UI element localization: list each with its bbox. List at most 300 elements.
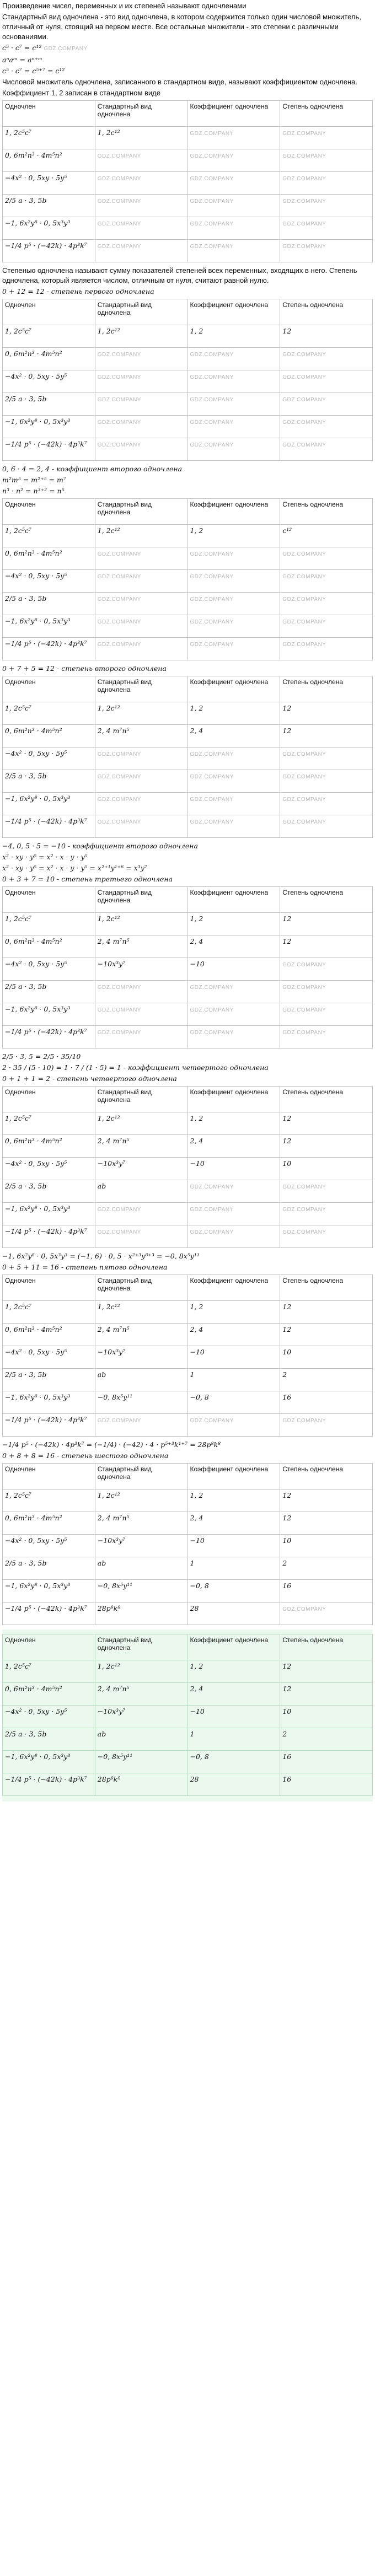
column-header: Одночлен xyxy=(3,1634,95,1660)
step-degree-4: 0 + 1 + 1 = 2 - степень четвертого одночлена xyxy=(2,1074,177,1083)
degree-cell-value: 12 xyxy=(282,727,292,735)
standard-form-cell xyxy=(95,1135,188,1158)
watermark-text: GDZ.COMPANY xyxy=(190,642,234,648)
watermark-text: GDZ.COMPANY xyxy=(190,751,234,757)
monomial-cell-value: 1, 2c⁵c⁷ xyxy=(5,1491,31,1499)
watermark-text: GDZ.COMPANY xyxy=(282,244,326,250)
coefficient-cell-value: −0, 8 xyxy=(190,1393,209,1401)
degree-cell-value: 12 xyxy=(282,1491,292,1499)
watermark-text: GDZ.COMPANY xyxy=(282,596,326,603)
watermark-text: GDZ.COMPANY xyxy=(190,153,234,159)
degree-cell xyxy=(280,702,373,725)
table-row xyxy=(3,1203,373,1225)
coefficient-cell xyxy=(188,172,280,195)
degree-cell xyxy=(280,747,373,770)
degree-cell xyxy=(280,1773,373,1796)
coefficient-cell-value: 1, 2 xyxy=(190,1662,203,1670)
degree-cell xyxy=(280,1158,373,1180)
coefficient-cell xyxy=(188,958,280,981)
standard-form-cell xyxy=(95,638,188,660)
table-row xyxy=(3,1112,373,1135)
table-row xyxy=(3,1346,373,1369)
table-row xyxy=(3,149,373,172)
table-row xyxy=(3,1489,373,1512)
table-row xyxy=(3,525,373,547)
monomial-cell xyxy=(3,172,95,195)
watermark-text: GDZ.COMPANY xyxy=(97,244,141,250)
watermark-text: GDZ.COMPANY xyxy=(282,1207,326,1213)
coefficient-cell xyxy=(188,593,280,615)
coefficient-cell-value: 1, 2 xyxy=(190,704,203,712)
coefficient-cell xyxy=(188,217,280,240)
degree-cell-value: 10 xyxy=(282,1707,292,1715)
standard-form-cell-value: ab xyxy=(97,1559,106,1567)
table-row xyxy=(3,1728,373,1751)
monomial-cell xyxy=(3,913,95,935)
degree-cell-value: 10 xyxy=(282,1348,292,1356)
watermark-text: GDZ.COMPANY xyxy=(190,397,234,403)
standard-form-cell xyxy=(95,1535,188,1557)
coefficient-cell-value: −0, 8 xyxy=(190,1582,209,1590)
watermark-text: GDZ.COMPANY xyxy=(282,985,326,991)
monomial-table xyxy=(2,100,373,262)
degree-cell xyxy=(280,1180,373,1203)
standard-form-cell xyxy=(95,1414,188,1437)
monomial-cell-value: −4x² · 0, 5xy · 5y⁵ xyxy=(5,572,67,580)
table-row xyxy=(3,127,373,149)
standard-form-cell xyxy=(95,547,188,570)
watermark-text: GDZ.COMPANY xyxy=(282,352,326,358)
table-row xyxy=(3,240,373,262)
table-row xyxy=(3,1535,373,1557)
monomial-cell-value: 1, 2c⁵c⁷ xyxy=(5,915,31,923)
coefficient-cell xyxy=(188,393,280,416)
degree-cell xyxy=(280,370,373,393)
column-header: Степень одночлена xyxy=(280,676,373,702)
watermark-text: GDZ.COMPANY xyxy=(97,153,141,159)
column-header: Коэффициент одночлена xyxy=(188,101,280,127)
watermark-text: GDZ.COMPANY xyxy=(97,797,141,803)
degree-cell xyxy=(280,1580,373,1602)
column-header: Стандартный вид одночлена xyxy=(95,499,188,525)
monomial-table xyxy=(2,299,373,461)
monomial-cell xyxy=(3,793,95,815)
column-header: Одночлен xyxy=(3,887,95,913)
degree-cell xyxy=(280,793,373,815)
watermark-text: GDZ.COMPANY xyxy=(97,551,141,557)
monomial-cell-value: −1, 6x²y⁸ · 0, 5x³y³ xyxy=(5,794,71,803)
column-header: Одночлен xyxy=(3,1275,95,1301)
table-row xyxy=(3,1751,373,1773)
degree-cell xyxy=(280,1112,373,1135)
standard-form-cell xyxy=(95,1112,188,1135)
watermark-text: GDZ.COMPANY xyxy=(97,619,141,625)
coefficient-cell xyxy=(188,547,280,570)
column-header: Коэффициент одночлена xyxy=(188,1634,280,1660)
degree-cell xyxy=(280,217,373,240)
monomial-cell-value: −4x² · 0, 5xy · 5y⁵ xyxy=(5,1707,67,1715)
monomial-cell xyxy=(3,1728,95,1751)
monomial-cell-value: 2/5 a · 3, 5b xyxy=(5,1559,47,1567)
standard-form-cell-value: ab xyxy=(97,1370,106,1379)
table-row xyxy=(3,1773,373,1796)
step-coef-6: −1/4 p⁵ · (−42k) · 4p³k⁷ = (−1/4) · (−42) · 4 · p⁵⁺³k¹⁺⁷ = 28p⁸k⁸ xyxy=(2,1440,221,1449)
degree-cell-value: 12 xyxy=(282,937,292,945)
table-slot-7 xyxy=(2,1463,373,1625)
coefficient-cell-value: 1 xyxy=(190,1370,195,1379)
standard-form-cell xyxy=(95,1557,188,1580)
standard-form-cell xyxy=(95,1580,188,1602)
monomial-cell-value: −4x² · 0, 5xy · 5y⁵ xyxy=(5,1536,67,1545)
monomial-cell xyxy=(3,149,95,172)
watermark-text: GDZ.COMPANY xyxy=(97,198,141,205)
table-row xyxy=(3,1602,373,1625)
coefficient-cell xyxy=(188,1391,280,1414)
standard-form-cell xyxy=(95,438,188,461)
table-row xyxy=(3,1180,373,1203)
degree-cell xyxy=(280,770,373,793)
degree-cell xyxy=(280,725,373,747)
standard-form-cell xyxy=(95,1660,188,1683)
column-header: Степень одночлена xyxy=(280,1464,373,1489)
watermark-text: GDZ.COMPANY xyxy=(190,374,234,380)
table-header-row xyxy=(3,499,373,525)
step-degree-6: 0 + 8 + 8 = 16 - степень шестого одночлена xyxy=(2,1451,169,1460)
standard-form-cell xyxy=(95,393,188,416)
degree-cell xyxy=(280,1683,373,1706)
degree-cell xyxy=(280,1660,373,1683)
watermark-text: GDZ.COMPANY xyxy=(97,819,141,825)
degree-cell-value: 12 xyxy=(282,704,292,712)
monomial-cell-value: 1, 2c⁵c⁷ xyxy=(5,1303,31,1311)
coefficient-cell xyxy=(188,1512,280,1535)
monomial-cell-value: 1, 2c⁵c⁷ xyxy=(5,327,31,335)
standard-form-cell xyxy=(95,1225,188,1248)
watermark-text: GDZ.COMPANY xyxy=(282,1184,326,1190)
watermark-text: GDZ.COMPANY xyxy=(282,221,326,227)
watermark-text: GDZ.COMPANY xyxy=(97,985,141,991)
monomial-table xyxy=(2,886,373,1048)
monomial-cell-value: 0, 6m²n³ · 4m⁵n² xyxy=(5,349,62,358)
monomial-cell-value: 0, 6m²n³ · 4m⁵n² xyxy=(5,1137,62,1145)
monomial-cell xyxy=(3,217,95,240)
monomial-cell-value: −1/4 p⁵ · (−42k) · 4p³k⁷ xyxy=(5,1604,87,1612)
monomial-cell xyxy=(3,725,95,747)
degree-cell-value: 2 xyxy=(282,1559,287,1567)
coefficient-cell xyxy=(188,1346,280,1369)
degree-cell xyxy=(280,615,373,638)
monomial-cell xyxy=(3,1158,95,1180)
watermark-text: GDZ.COMPANY xyxy=(282,1606,326,1612)
degree-cell xyxy=(280,149,373,172)
monomial-cell-value: 2/5 a · 3, 5b xyxy=(5,1182,47,1190)
degree-cell xyxy=(280,1026,373,1048)
monomial-cell-value: 2/5 a · 3, 5b xyxy=(5,1730,47,1738)
column-header: Стандартный вид одночлена xyxy=(95,676,188,702)
intro-definition: Произведение чисел, переменных и их степеней называют одночленами xyxy=(2,2,247,10)
monomial-cell xyxy=(3,615,95,638)
monomial-cell xyxy=(3,570,95,593)
monomial-cell xyxy=(3,1751,95,1773)
table-row xyxy=(3,981,373,1003)
watermark-text: GDZ.COMPANY xyxy=(282,397,326,403)
watermark-text: GDZ.COMPANY xyxy=(97,774,141,780)
standard-form-cell xyxy=(95,593,188,615)
watermark-text: GDZ.COMPANY xyxy=(190,352,234,358)
degree-cell-value: 12 xyxy=(282,1514,292,1522)
degree-cell xyxy=(280,935,373,958)
standard-form-cell xyxy=(95,172,188,195)
degree-cell-value: c¹² xyxy=(282,526,292,535)
standard-form-cell-value: ab xyxy=(97,1730,106,1738)
standard-form-cell-value: 1, 2c¹² xyxy=(97,327,120,335)
monomial-cell-value: −1, 6x²y⁸ · 0, 5x³y³ xyxy=(5,1393,71,1401)
coefficient-cell xyxy=(188,981,280,1003)
coefficient-cell xyxy=(188,1180,280,1203)
step-degree-5: 0 + 5 + 11 = 16 - степень пятого одночлена xyxy=(2,1263,168,1271)
monomial-cell-value: −1/4 p⁵ · (−42k) · 4p³k⁷ xyxy=(5,1028,87,1036)
monomial-cell-value: −4x² · 0, 5xy · 5y⁵ xyxy=(5,1159,67,1168)
monomial-cell-value: 2/5 a · 3, 5b xyxy=(5,395,47,403)
watermark-text: GDZ.COMPANY xyxy=(97,1007,141,1013)
degree-cell xyxy=(280,958,373,981)
table-row xyxy=(3,370,373,393)
coefficient-cell xyxy=(188,913,280,935)
monomial-cell xyxy=(3,1512,95,1535)
standard-form-cell-value: 1, 2c¹² xyxy=(97,704,120,712)
monomial-table xyxy=(2,1463,373,1625)
standard-form-cell xyxy=(95,240,188,262)
watermark-text: GDZ.COMPANY xyxy=(97,176,141,182)
monomial-cell xyxy=(3,1489,95,1512)
monomial-cell xyxy=(3,1026,95,1048)
standard-form-cell-value: 28p⁸k⁸ xyxy=(97,1775,121,1783)
coefficient-cell xyxy=(188,1683,280,1706)
coefficient-cell xyxy=(188,1489,280,1512)
watermark-text: GDZ.COMPANY xyxy=(190,1184,234,1190)
coefficient-cell-value: 2, 4 xyxy=(190,1137,203,1145)
coefficient-cell-value: 28 xyxy=(190,1775,199,1783)
column-header: Одночлен xyxy=(3,299,95,325)
column-header: Стандартный вид одночлена xyxy=(95,101,188,127)
watermark-text: GDZ.COMPANY xyxy=(190,1207,234,1213)
column-header: Коэффициент одночлена xyxy=(188,676,280,702)
coefficient-cell xyxy=(188,1580,280,1602)
watermark-text: GDZ.COMPANY xyxy=(97,374,141,380)
coefficient-cell xyxy=(188,1225,280,1248)
standard-form-cell xyxy=(95,1773,188,1796)
monomial-cell xyxy=(3,195,95,217)
step-coef-4b: 2 · 35 / (5 · 10) = 1 · 7 / (1 · 5) = 1 - коэффициент четвертого одночлена xyxy=(2,1063,269,1072)
monomial-cell-value: 0, 6m²n³ · 4m⁵n² xyxy=(5,937,62,945)
standard-form-cell xyxy=(95,1489,188,1512)
standard-form-cell xyxy=(95,1003,188,1026)
standard-form-cell xyxy=(95,1728,188,1751)
table-slot-4 xyxy=(2,886,373,1048)
monomial-table xyxy=(2,1634,373,1796)
intro-standard-form: Стандартный вид одночлена - это вид одночлена, в котором содержится только один числовой множитель, отличный от нуля, стоящий на первом месте. Все остальные множители - это степени с различными основаниями. xyxy=(2,13,361,41)
column-header: Коэффициент одночлена xyxy=(188,299,280,325)
coefficient-cell xyxy=(188,1660,280,1683)
standard-form-cell-value: 2, 4 m⁷n⁵ xyxy=(97,727,130,735)
monomial-cell xyxy=(3,1706,95,1728)
monomial-cell-value: 0, 6m²n³ · 4m⁵n² xyxy=(5,1514,62,1522)
watermark-text: GDZ.COMPANY xyxy=(190,244,234,250)
column-header: Стандартный вид одночлена xyxy=(95,1464,188,1489)
coefficient-cell-value: −10 xyxy=(190,1159,205,1168)
step-calc-3b: x² · xy · y⁵ = x² · x · y · y⁵ = x²⁺¹y¹⁺⁶ = x³y⁷ xyxy=(2,864,147,872)
monomial-cell xyxy=(3,593,95,615)
monomial-cell xyxy=(3,1180,95,1203)
table-row xyxy=(3,1683,373,1706)
column-header: Степень одночлена xyxy=(280,499,373,525)
coefficient-cell xyxy=(188,725,280,747)
watermark-text: GDZ.COMPANY xyxy=(190,1007,234,1013)
column-header: Степень одночлена xyxy=(280,1275,373,1301)
degree-cell xyxy=(280,1535,373,1557)
table-header-row xyxy=(3,1464,373,1489)
watermark-text: GDZ.COMPANY xyxy=(97,1418,141,1424)
watermark-text: GDZ.COMPANY xyxy=(190,574,234,580)
table-slot-3 xyxy=(2,676,373,838)
watermark-text: GDZ.COMPANY xyxy=(190,596,234,603)
standard-form-cell xyxy=(95,370,188,393)
table-header-row xyxy=(3,887,373,913)
standard-form-cell-value: 1, 2c¹² xyxy=(97,1114,120,1122)
coefficient-cell-value: 1, 2 xyxy=(190,915,203,923)
coefficient-cell-value: 1, 2 xyxy=(190,327,203,335)
monomial-cell xyxy=(3,325,95,348)
final-answer-block xyxy=(2,1630,373,1801)
standard-form-cell-value: 1, 2c¹² xyxy=(97,128,120,137)
table-row xyxy=(3,416,373,438)
coefficient-cell xyxy=(188,1602,280,1625)
column-header: Степень одночлена xyxy=(280,101,373,127)
coefficient-cell xyxy=(188,438,280,461)
watermark-text: GDZ.COMPANY xyxy=(97,352,141,358)
table-row xyxy=(3,217,373,240)
monomial-cell xyxy=(3,416,95,438)
table-slot-0 xyxy=(2,100,373,262)
standard-form-cell-value: 1, 2c¹² xyxy=(97,1491,120,1499)
standard-form-cell-value: 2, 4 m⁷n⁵ xyxy=(97,1685,130,1693)
monomial-cell xyxy=(3,1557,95,1580)
watermark-text: GDZ.COMPANY xyxy=(190,131,234,137)
degree-cell xyxy=(280,913,373,935)
standard-form-cell-value: 28p⁸k⁸ xyxy=(97,1604,121,1612)
degree-cell-value: 12 xyxy=(282,327,292,335)
coefficient-cell xyxy=(188,770,280,793)
step-degree-1: 0 + 12 = 12 - степень первого одночлена xyxy=(2,287,154,295)
degree-cell-value: 12 xyxy=(282,1685,292,1693)
standard-form-cell xyxy=(95,913,188,935)
standard-form-cell-value: −10x³y⁷ xyxy=(97,1707,126,1715)
monomial-cell-value: −4x² · 0, 5xy · 5y⁵ xyxy=(5,749,67,757)
watermark-text: GDZ.COMPANY xyxy=(97,1229,141,1235)
degree-cell xyxy=(280,1414,373,1437)
coefficient-cell xyxy=(188,1135,280,1158)
monomial-cell xyxy=(3,1225,95,1248)
watermark-text: GDZ.COMPANY xyxy=(190,797,234,803)
standard-form-cell-value: −10x³y⁷ xyxy=(97,1159,126,1168)
table-slot-1 xyxy=(2,299,373,461)
monomial-cell-value: −1/4 p⁵ · (−42k) · 4p³k⁷ xyxy=(5,440,87,448)
table-row xyxy=(3,570,373,593)
degree-cell xyxy=(280,172,373,195)
degree-cell-value: 2 xyxy=(282,1730,287,1738)
column-header: Стандартный вид одночлена xyxy=(95,299,188,325)
monomial-cell-value: 1, 2c⁵c⁷ xyxy=(5,128,31,137)
column-header: Стандартный вид одночлена xyxy=(95,1634,188,1660)
column-header: Стандартный вид одночлена xyxy=(95,887,188,913)
monomial-cell-value: 0, 6m²n³ · 4m⁵n² xyxy=(5,151,62,159)
coefficient-cell-value: −10 xyxy=(190,960,205,968)
monomial-table xyxy=(2,498,373,660)
degree-cell xyxy=(280,1203,373,1225)
monomial-cell xyxy=(3,348,95,370)
monomial-cell xyxy=(3,240,95,262)
monomial-cell xyxy=(3,1369,95,1391)
monomial-cell xyxy=(3,935,95,958)
monomial-cell xyxy=(3,1773,95,1796)
degree-cell-value: 10 xyxy=(282,1536,292,1545)
monomial-cell-value: 0, 6m²n³ · 4m⁵n² xyxy=(5,1685,62,1693)
watermark-text: GDZ.COMPANY xyxy=(282,420,326,426)
coefficient-cell-value: −10 xyxy=(190,1348,205,1356)
coefficient-cell xyxy=(188,1369,280,1391)
monomial-cell-value: 0, 6m²n³ · 4m⁵n² xyxy=(5,727,62,735)
standard-form-cell xyxy=(95,702,188,725)
degree-cell xyxy=(280,1003,373,1026)
coefficient-cell-value: 2, 4 xyxy=(190,1514,203,1522)
standard-form-cell xyxy=(95,570,188,593)
monomial-cell-value: −4x² · 0, 5xy · 5y⁵ xyxy=(5,1348,67,1356)
monomial-cell-value: −1/4 p⁵ · (−42k) · 4p³k⁷ xyxy=(5,1416,87,1424)
table-row xyxy=(3,1512,373,1535)
coefficient-cell-value: 2, 4 xyxy=(190,937,203,945)
table-header-row xyxy=(3,1275,373,1301)
column-header: Одночлен xyxy=(3,499,95,525)
watermark-text: GDZ.COMPANY xyxy=(282,642,326,648)
formula-example: c⁵ · c⁷ = c¹² GDZ.COMPANY xyxy=(2,44,88,52)
coefficient-cell xyxy=(188,815,280,838)
step-coef-3: −4, 0, 5 · 5 = −10 - коэффициент второго одночлена xyxy=(2,842,198,850)
watermark-text: GDZ.COMPANY xyxy=(97,1030,141,1036)
coefficient-cell-value: 2, 4 xyxy=(190,727,203,735)
watermark-text: GDZ.COMPANY xyxy=(190,1030,234,1036)
table-row xyxy=(3,1660,373,1683)
watermark-text: GDZ.COMPANY xyxy=(97,751,141,757)
standard-form-cell-value: 1, 2c¹² xyxy=(97,1662,120,1670)
solution-page xyxy=(0,1,375,1801)
table-row xyxy=(3,438,373,461)
monomial-cell xyxy=(3,438,95,461)
monomial-cell-value: 2/5 a · 3, 5b xyxy=(5,772,47,780)
monomial-cell xyxy=(3,393,95,416)
intro-coefficient-example: Коэффициент 1, 2 записан в стандартном виде xyxy=(2,89,160,97)
watermark-text: GDZ.COMPANY xyxy=(282,374,326,380)
monomial-cell xyxy=(3,1683,95,1706)
monomial-cell xyxy=(3,770,95,793)
standard-form-cell xyxy=(95,1203,188,1225)
standard-form-cell xyxy=(95,981,188,1003)
coefficient-cell xyxy=(188,1557,280,1580)
standard-form-cell xyxy=(95,747,188,770)
coefficient-cell xyxy=(188,1728,280,1751)
degree-cell-value: 10 xyxy=(282,1159,292,1168)
column-header: Коэффициент одночлена xyxy=(188,1275,280,1301)
monomial-cell xyxy=(3,370,95,393)
